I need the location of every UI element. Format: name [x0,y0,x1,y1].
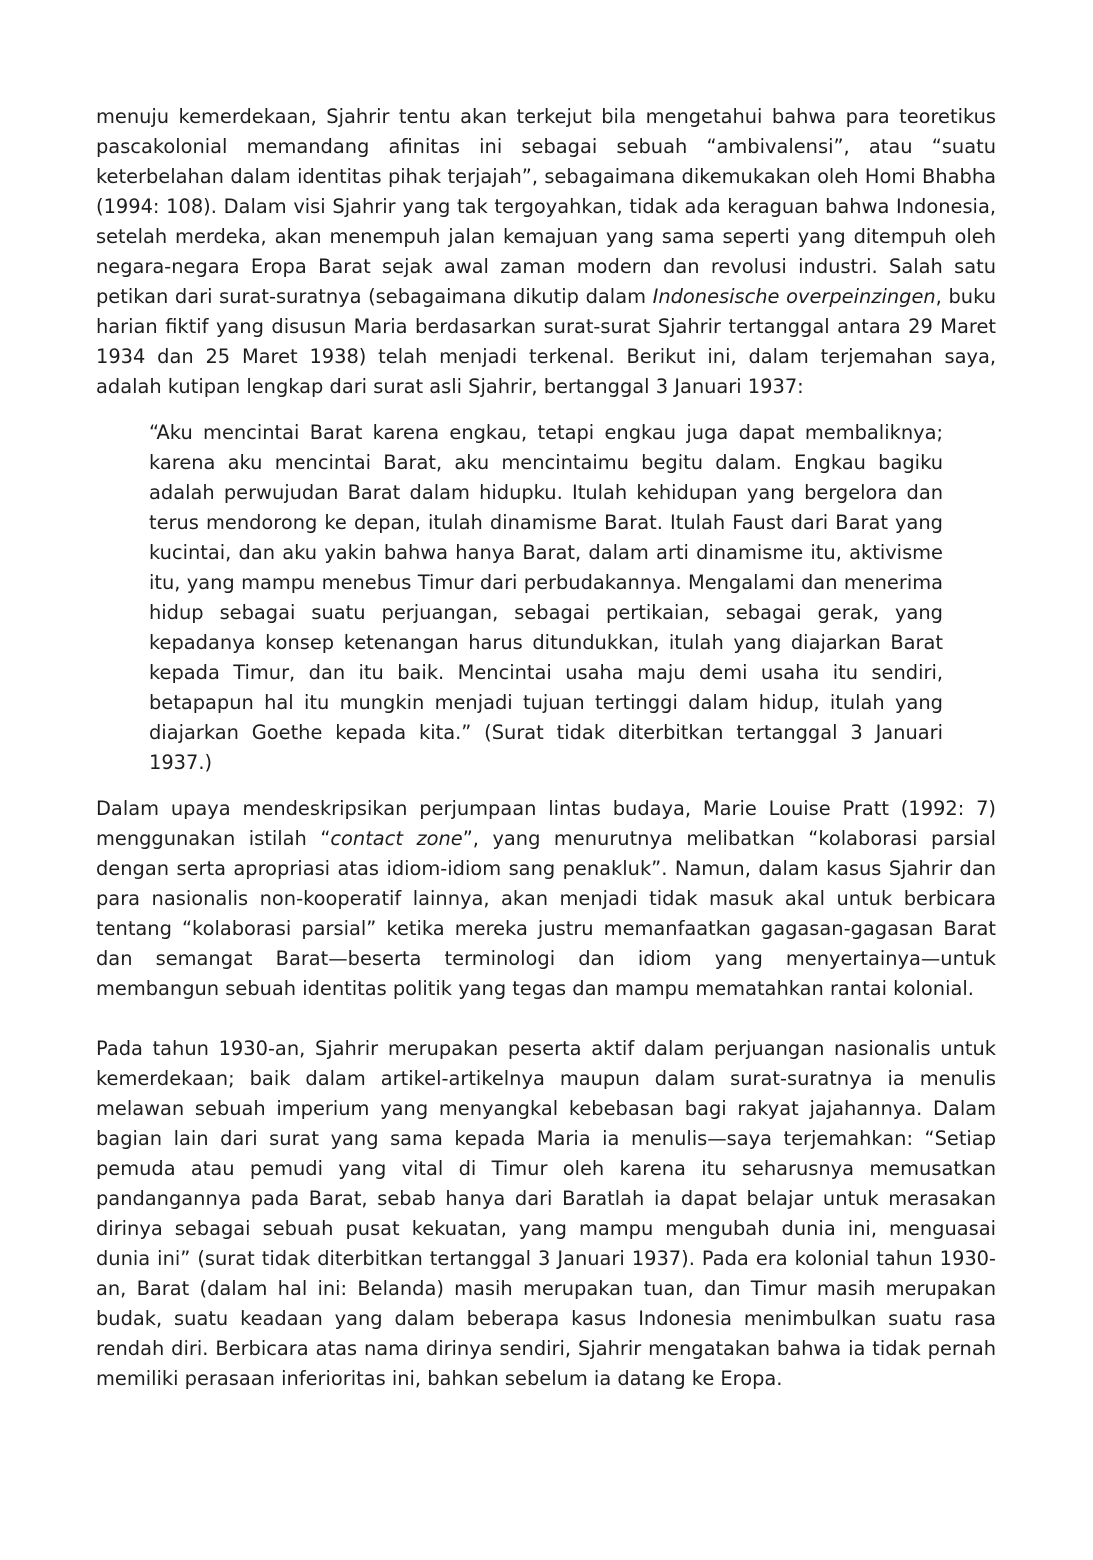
paragraph-2-text-b: ”, yang menurutnya melibatkan “kolaborasi parsial dengan serta apropriasi atas idiom-idiom sang penakluk”. Namun, dalam kasus Sjahrir dan para nasionalis non-kooperatif lainnya, akan menjadi tidak masuk akal untuk berbicara tentang “kolaborasi parsial” ketika mereka justru memanfaatkan gagasan-gagasan Barat dan semangat Barat—beserta terminologi dan idiom yang menyertainya—untuk membangun sebuah identitas politik yang tegas dan mampu mematahkan rantai kolonial. [96,827,996,1000]
paragraph-1-text-a: menuju kemerdekaan, Sjahrir tentu akan terkejut bila mengetahui bahwa para teoretikus pascakolonial memandang afinitas ini sebagai sebuah “ambivalensi”, atau “suatu keterbelahan dalam identitas pihak terjajah”, sebagaimana dikemukakan oleh Homi Bhabha (1994: 108). Dalam visi Sjahrir yang tak tergoyahkan, tidak ada keraguan bahwa Indonesia, setelah merdeka, akan menempuh jalan kemajuan yang sama seperti yang ditempuh oleh negara-negara Eropa Barat sejak awal zaman modern dan revolusi industri. Salah satu petikan dari surat-suratnya (sebagaimana dikutip dalam [96,105,996,308]
paragraph-1-text-b: , buku harian fiktif yang disusun Maria berdasarkan surat-surat Sjahrir tertanggal antara 29 Maret 1934 dan 25 Maret 1938) telah menjadi terkenal. Berikut ini, dalam terjemahan saya, adalah kutipan lengkap dari surat asli Sjahrir, bertanggal 3 Januari 1937: [96,285,996,398]
contact-zone-term: contact zone [330,827,463,850]
block-quote: “Aku mencintai Barat karena engkau, tetapi engkau juga dapat membaliknya; karena aku mencintai Barat, aku mencintaimu begitu dalam. Engkau bagiku adalah perwujudan Barat dalam hidupku. Itulah kehidupan yang bergelora dan terus mendorong ke depan, itulah dinamisme Barat. Itulah Faust dari Barat yang kucintai, dan aku yakin bahwa hanya Barat, dalam arti dinamisme itu, aktivisme itu, yang mampu menebus Timur dari perbudakannya. Mengalami dan menerima hidup sebagai suatu perjuangan, sebagai pertikaian, sebagai gerak, yang kepadanya konsep ketenangan harus ditundukkan, itulah yang diajarkan Barat kepada Timur, dan itu baik. Mencintai usaha maju demi usaha itu sendiri, betapapun hal itu mungkin menjadi tujuan tertinggi dalam hidup, itulah yang diajarkan Goethe kepada kita.” (Surat tidak diterbitkan tertanggal 3 Januari 1937.) [149,421,943,774]
paragraph-3: Pada tahun 1930-an, Sjahrir merupakan peserta aktif dalam perjuangan nasionalis untuk kemerdekaan; baik dalam artikel-artikelnya maupun dalam surat-suratnya ia menulis melawan sebuah imperium yang menyangkal kebebasan bagi rakyat jajahannya. Dalam bagian lain dari surat yang sama kepada Maria ia menulis—saya terjemahkan: “Setiap pemuda atau pemudi yang vital di Timur oleh karena itu seharusnya memusatkan pandangannya pada Barat, sebab hanya dari Baratlah ia dapat belajar untuk merasakan dirinya sebagai sebuah pusat kekuatan, yang mampu mengubah dunia ini, menguasai dunia ini” (surat tidak diterbitkan tertanggal 3 Januari 1937). Pada era kolonial tahun 1930-an, Barat (dalam hal ini: Belanda) masih merupakan tuan, dan Timur masih merupakan budak, suatu keadaan yang dalam beberapa kasus Indonesia menimbulkan suatu rasa rendah diri. Berbicara atas nama dirinya sendiri, Sjahrir mengatakan bahwa ia tidak pernah memiliki perasaan inferioritas ini, bahkan sebelum ia datang ke Eropa. [96,1037,996,1390]
paragraph-2-text-a: Dalam upaya mendeskripsikan perjumpaan lintas budaya, Marie Louise Pratt (1992: 7) menggunakan istilah “ [96,797,996,850]
paragraph-2 [96,794,996,1004]
paragraph-1 [96,102,996,402]
page-body [96,102,996,1394]
book-title-italic: Indonesische overpeinzingen [652,285,936,308]
